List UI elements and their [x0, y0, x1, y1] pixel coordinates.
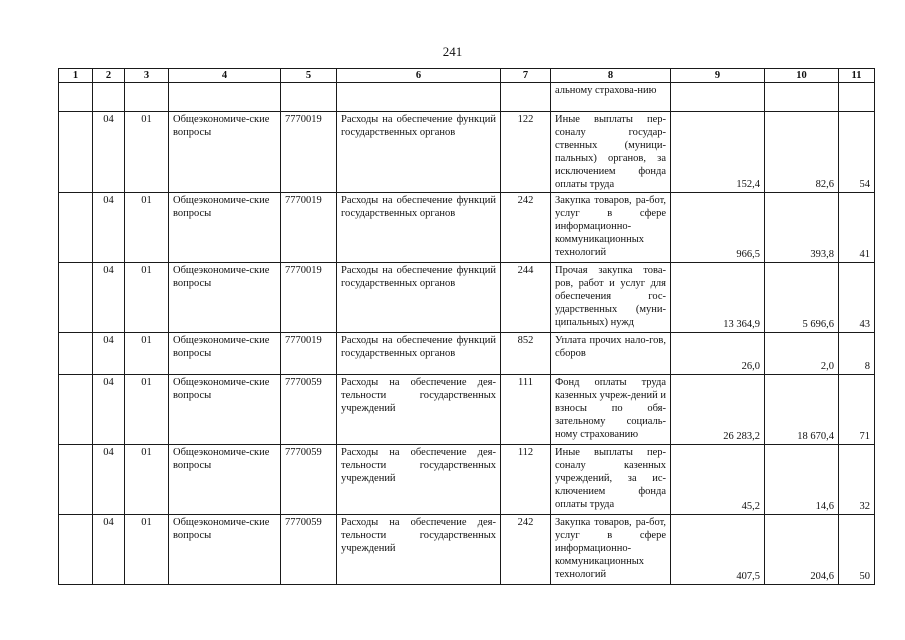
target-article: 7770059 [281, 375, 337, 445]
column-header: 1 [59, 69, 93, 83]
table-row [59, 333, 875, 375]
section-code: 04 [93, 515, 125, 585]
table-row [59, 112, 875, 193]
expense-type-code: 852 [501, 333, 551, 375]
subsection-code: 01 [125, 445, 169, 515]
percent-executed: 71 [839, 375, 875, 445]
executed-amount: 2,0 [765, 333, 839, 375]
target-article: 7770019 [281, 193, 337, 263]
target-article: 7770019 [281, 112, 337, 193]
planned-amount: 26 283,2 [671, 375, 765, 445]
column-header: 9 [671, 69, 765, 83]
expense-type-cell: Закупка товаров, ра-бот, услуг в сфере информационно-коммуникационных технологий [551, 515, 671, 585]
subsection-code: 01 [125, 263, 169, 333]
percent-executed: 43 [839, 263, 875, 333]
section-code: 04 [93, 333, 125, 375]
table-row [59, 193, 875, 263]
executed-amount: 204,6 [765, 515, 839, 585]
percent-executed: 8 [839, 333, 875, 375]
article-name: Расходы на обеспечение дея-тельности государственных учреждений [337, 375, 501, 445]
expense-type-cell: альному страхова-нию [551, 83, 671, 112]
executed-amount: 393,8 [765, 193, 839, 263]
executed-amount: 5 696,6 [765, 263, 839, 333]
header-row [59, 69, 875, 83]
column-header: 3 [125, 69, 169, 83]
subsection-code: 01 [125, 375, 169, 445]
planned-amount: 45,2 [671, 445, 765, 515]
section-name: Общеэкономиче-ские вопросы [169, 193, 281, 263]
percent-executed: 54 [839, 112, 875, 193]
executed-amount: 18 670,4 [765, 375, 839, 445]
section-name: Общеэкономиче-ские вопросы [169, 515, 281, 585]
target-article: 7770019 [281, 263, 337, 333]
page-number: 241 [442, 44, 463, 59]
expense-type-code: 244 [501, 263, 551, 333]
column-header: 7 [501, 69, 551, 83]
section-name: Общеэкономиче-ские вопросы [169, 112, 281, 193]
article-name: Расходы на обеспечение дея-тельности государственных учреждений [337, 515, 501, 585]
planned-amount: 966,5 [671, 193, 765, 263]
article-name: Расходы на обеспечение функций государственных органов [337, 112, 501, 193]
planned-amount: 13 364,9 [671, 263, 765, 333]
section-name: Общеэкономиче-ские вопросы [169, 263, 281, 333]
column-header: 8 [551, 69, 671, 83]
planned-amount: 26,0 [671, 333, 765, 375]
column-header: 11 [839, 69, 875, 83]
section-code: 04 [93, 445, 125, 515]
planned-amount: 152,4 [671, 112, 765, 193]
column-header: 6 [337, 69, 501, 83]
section-code: 04 [93, 263, 125, 333]
planned-amount: 407,5 [671, 515, 765, 585]
table-row [59, 263, 875, 333]
column-header: 5 [281, 69, 337, 83]
expense-type-code: 242 [501, 193, 551, 263]
expense-type-cell: Закупка товаров, ра-бот, услуг в сфере информационно-коммуникационных технологий [551, 193, 671, 263]
section-code: 04 [93, 193, 125, 263]
expense-type-code: 242 [501, 515, 551, 585]
executed-amount: 82,6 [765, 112, 839, 193]
target-article: 7770059 [281, 515, 337, 585]
expense-type-code: 111 [501, 375, 551, 445]
subsection-code: 01 [125, 112, 169, 193]
expense-type-cell: Фонд оплаты труда казенных учреж-дений и взносы по обя-зательному социаль-ному страхованию [551, 375, 671, 445]
continuation-row [59, 83, 875, 112]
article-name: Расходы на обеспечение функций государственных органов [337, 333, 501, 375]
table-row [59, 375, 875, 445]
section-name: Общеэкономиче-ские вопросы [169, 333, 281, 375]
subsection-code: 01 [125, 193, 169, 263]
executed-amount: 14,6 [765, 445, 839, 515]
section-name: Общеэкономиче-ские вопросы [169, 445, 281, 515]
table-row [59, 445, 875, 515]
section-code: 04 [93, 112, 125, 193]
percent-executed: 50 [839, 515, 875, 585]
percent-executed: 32 [839, 445, 875, 515]
section-name: Общеэкономиче-ские вопросы [169, 375, 281, 445]
target-article: 7770019 [281, 333, 337, 375]
column-header: 2 [93, 69, 125, 83]
column-header: 4 [169, 69, 281, 83]
article-name: Расходы на обеспечение функций государственных органов [337, 193, 501, 263]
column-header: 10 [765, 69, 839, 83]
expense-type-code: 112 [501, 445, 551, 515]
expense-type-code: 122 [501, 112, 551, 193]
expense-type-cell: Иные выплаты пер-соналу казенных учреждений, за ис-ключением фонда оплаты труда [551, 445, 671, 515]
expense-type-cell: Иные выплаты пер-соналу государ-ственных (муници-пальных) органов, за исключением фонда оплаты труда [551, 112, 671, 193]
percent-executed: 41 [839, 193, 875, 263]
subsection-code: 01 [125, 333, 169, 375]
section-code: 04 [93, 375, 125, 445]
subsection-code: 01 [125, 515, 169, 585]
article-name: Расходы на обеспечение функций государственных органов [337, 263, 501, 333]
article-name: Расходы на обеспечение дея-тельности государственных учреждений [337, 445, 501, 515]
table-row [59, 515, 875, 585]
expense-type-cell: Прочая закупка това-ров, работ и услуг для обеспечения гос-ударственных (муни-ципальных) нужд [551, 263, 671, 333]
budget-table [58, 68, 875, 585]
target-article: 7770059 [281, 445, 337, 515]
expense-type-cell: Уплата прочих нало-гов, сборов [551, 333, 671, 375]
